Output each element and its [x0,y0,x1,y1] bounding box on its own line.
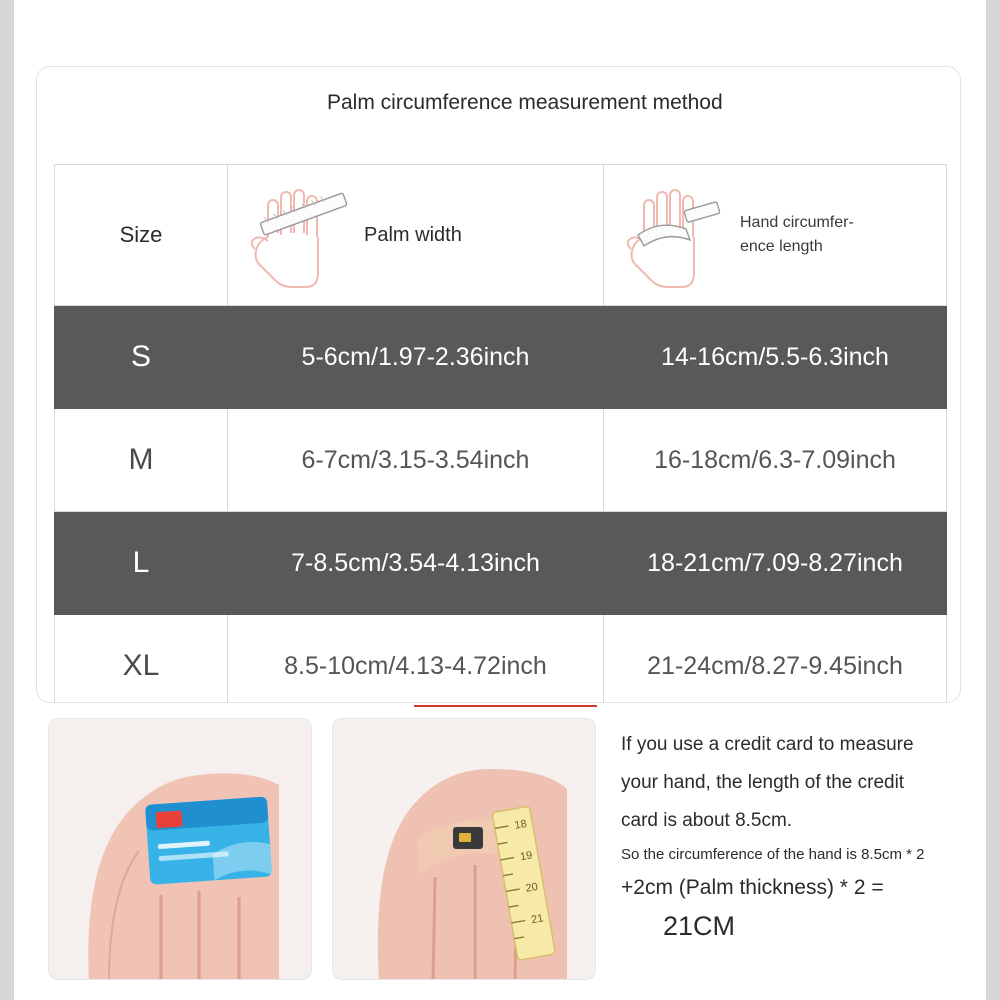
cell-size [55,615,228,704]
svg-text:21: 21 [530,912,545,927]
header-hand-circumference-label: Hand circumfer-ence length [740,214,854,255]
accent-divider [414,705,597,707]
page-title: Palm circumference measurement method [327,91,723,114]
note-line-1: If you use a credit card to measure [621,734,914,755]
cell-palm-width: 5-6cm/1.97-2.36inch [228,306,604,409]
cell-palm-width: 7-8.5cm/3.54-4.13inch [228,512,604,615]
note-line-4: So the circumference of the hand is 8.5cm * 2 [621,846,925,863]
page-right-edge [986,0,1000,1000]
cell-size [55,306,228,409]
cell-palm-width: 6-7cm/3.15-3.54inch [228,409,604,512]
cell-size [55,512,228,615]
size-label: S [130,340,151,373]
hand-with-credit-card-photo [48,718,312,980]
size-chart-card [36,66,961,703]
hand-palm-width-icon [238,175,358,295]
cell-hand-circumference: 14-16cm/5.5-6.3inch [604,306,947,409]
table-row [55,615,947,704]
table-row [55,512,947,615]
header-size-label: Size [119,222,163,247]
svg-text:20: 20 [524,880,539,895]
table-row [55,306,947,409]
hand-with-tape-measure-photo [332,718,596,980]
note-line-5: +2cm (Palm thickness) * 2 = [621,876,884,899]
hand-credit-card-illustration [49,719,312,980]
table-header-row [55,165,947,306]
measurement-note [621,726,969,946]
size-label: M [128,443,154,476]
size-label: XL [122,649,160,682]
note-result: 21CM [663,911,736,941]
note-line-2: your hand, the length of the credit [621,772,905,793]
hand-circumference-icon [614,175,734,295]
svg-text:19: 19 [519,849,534,864]
header-cell-palm-width [228,165,604,306]
cell-size [55,409,228,512]
size-table [54,164,947,703]
size-label: L [132,546,150,579]
note-line-3: card is about 8.5cm. [621,810,793,831]
header-palm-width-label: Palm width [364,224,462,246]
cell-hand-circumference: 21-24cm/8.27-9.45inch [604,615,947,704]
svg-text:18: 18 [513,817,528,832]
cell-palm-width: 8.5-10cm/4.13-4.72inch [228,615,604,704]
cell-hand-circumference: 18-21cm/7.09-8.27inch [604,512,947,615]
hand-tape-measure-illustration [333,719,596,980]
header-cell-hand-circumference [604,165,947,306]
page-sheet [14,0,986,1000]
bottom-section [36,718,961,988]
cell-hand-circumference: 16-18cm/6.3-7.09inch [604,409,947,512]
table-row [55,409,947,512]
header-cell-size [55,165,228,306]
